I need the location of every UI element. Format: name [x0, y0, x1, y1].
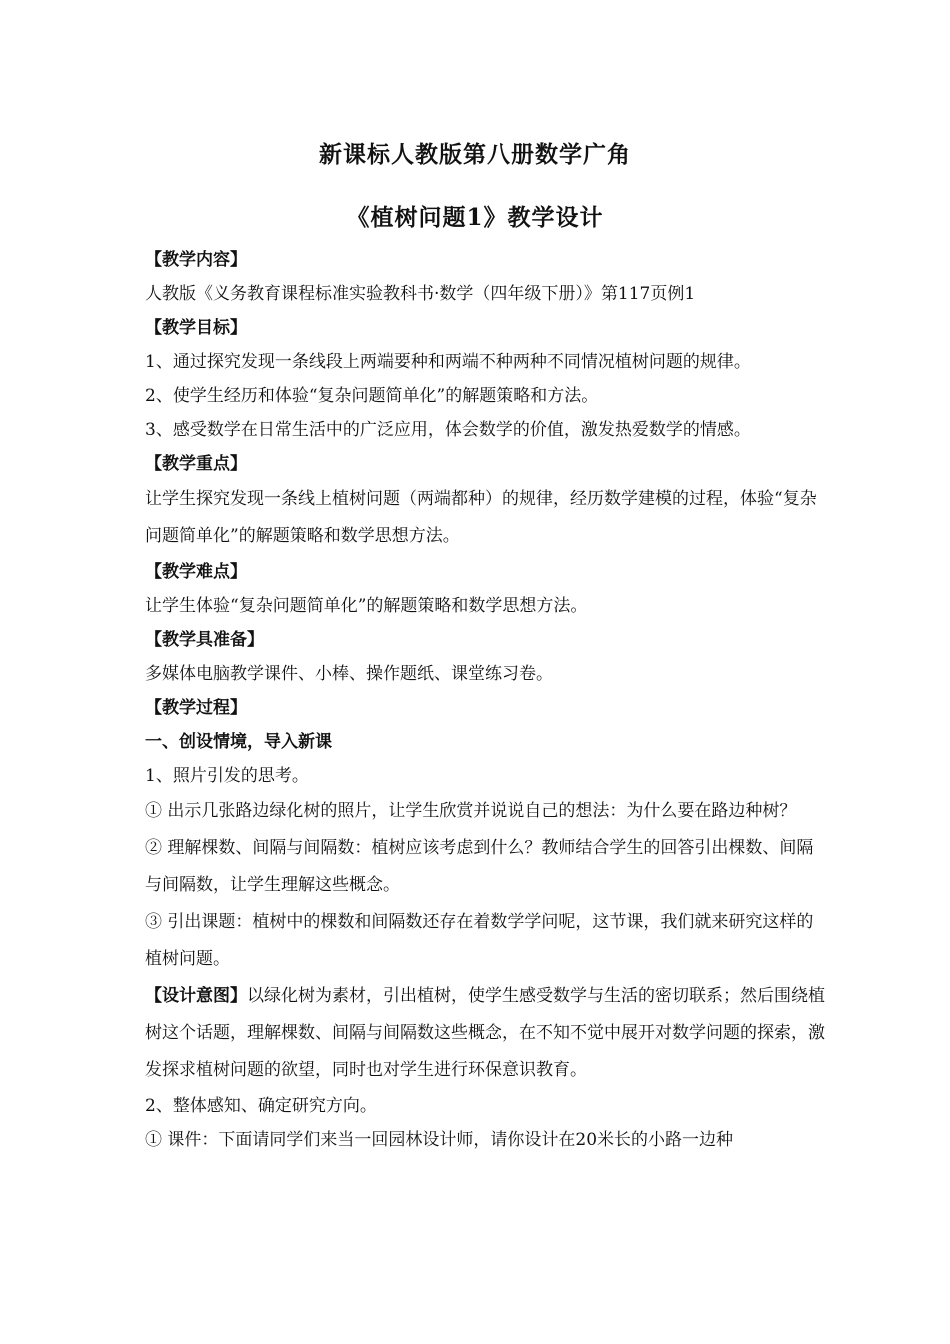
process-step-1c: ③ 引出课题：植树中的棵数和间隔数还存在着数学学问呢，这节课，我们就来研究这样的植树问题。 — [145, 912, 814, 969]
difficult-points-text: 让学生体验“复杂问题简单化”的解题策略和数学思想方法。 — [145, 596, 588, 616]
goal-item-3: 3、感受数学在日常生活中的广泛应用，体会数学的价值，激发热爱数学的情感。 — [145, 420, 751, 440]
process-step-2: 2、整体感知、确定研究方向。 — [145, 1096, 377, 1116]
teaching-content-text: 人教版《义务教育课程标准实验教科书·数学（四年级下册）》第117页例1 — [145, 284, 696, 304]
document-title-line-1: 新课标人教版第八册数学广角 — [319, 141, 631, 168]
process-step-one-heading: 一、创设情境，导入新课 — [145, 732, 332, 752]
design-intent-text: 以绿化树为素材，引出植树，使学生感受数学与生活的密切联系；然后围绕植树这个话题，理解棵数、间隔与间隔数这些概念，在不知不觉中展开对数学问题的探索，激发探求植树问题的欲望，同时也对学生进行环保意识教育。 — [145, 986, 825, 1080]
heading-key-points: 【教学重点】 — [145, 454, 247, 474]
heading-teaching-goals: 【教学目标】 — [145, 318, 247, 338]
process-step-1b: ② 理解棵数、间隔与间隔数：植树应该考虑到什么？教师结合学生的回答引出棵数、间隔与间隔数，让学生理解这些概念。 — [145, 838, 814, 895]
teaching-aids-text: 多媒体电脑教学课件、小棒、操作题纸、课堂练习卷。 — [145, 664, 553, 684]
process-step-1: 1、照片引发的思考。 — [145, 766, 309, 786]
key-points-text: 让学生探究发现一条线上植树问题（两端都种）的规律，经历数学建模的过程，体验“复杂问题简单化”的解题策略和数学思想方法。 — [145, 489, 817, 546]
document-title-line-2: 《植树问题1》教学设计 — [346, 204, 604, 231]
heading-teaching-process: 【教学过程】 — [145, 698, 247, 718]
goal-item-1: 1、通过探究发现一条线段上两端要种和两端不种两种不同情况植树问题的规律。 — [145, 352, 751, 372]
document-body — [145, 243, 825, 1157]
heading-difficult-points: 【教学难点】 — [145, 562, 247, 582]
design-intent-label: 【设计意图】 — [145, 986, 247, 1006]
heading-teaching-content: 【教学内容】 — [145, 250, 247, 270]
process-step-2a: ① 课件：下面请同学们来当一回园林设计师，请你设计在20米长的小路一边种 — [145, 1130, 734, 1150]
design-intent-paragraph — [145, 978, 825, 1089]
goal-item-2: 2、使学生经历和体验“复杂问题简单化”的解题策略和方法。 — [145, 386, 599, 406]
heading-teaching-aids: 【教学具准备】 — [145, 630, 264, 650]
process-step-1a: ① 出示几张路边绿化树的照片，让学生欣赏并说说自己的想法：为什么要在路边种树？ — [145, 801, 797, 821]
